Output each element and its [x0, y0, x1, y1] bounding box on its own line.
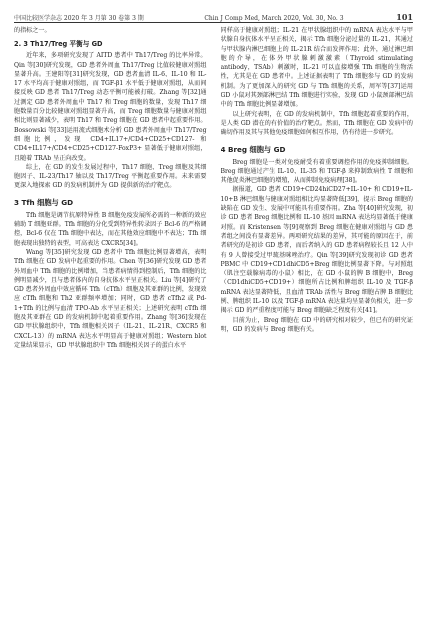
page-number: 101: [396, 12, 413, 22]
paragraph: 据报道，GD 患者 CD19+CD24hiCD27+IL-10+ 和 CD19+IL-10+B 淋巴细胞与健康对照组相比均显著降低[39]，提示 Breg 细胞的缺陷在 GD 发生、发展中可能具有重要作用。Zha 等[40]研究发现，初诊 GD 患者 Breg 细胞比例和 IL-10 基因 mRNA 表达均显著低于健康对照。而 Kristensen 等[9]观察到 Breg 细胞在健康对照组与 GD 患者组之间没有显著差异。两项研究结果的差异，其可能的原因在于，前者研究的是初诊 GD 患者，而后者纳入的 GD 患者病程较长且 12 人中有 9 人曾接受过甲巯基咪唑治疗。Qin 等[39]研究发现初诊 GD 患者 PBMC 中 CD19+CD1dhiCD5+Breg 细胞比例显著下降。与对照组（肌注空载腺病毒的小鼠）相比，在 GD 小鼠的脾 B 细胞中，Breg（CD1dhiCD5+CD19+）细胞所占比例和脾组织 IL-10 及 TGF-β mRNA 表达显著降低，且血清 TRAb 活性与 Breg 细胞占脾 B 细胞比例、脾组织 IL-10 以及 TGF-β mRNA 表达量均呈显著负相关，进一步揭示 GD 的严重程度可能与 Breg 细胞缺乏程度有关[41]。: [220, 186, 413, 315]
right-column: [221, 26, 414, 620]
paragraph: Wang 等[35]研究发现 GD 患者中 Tfh 细胞比例显著增高，表明 Tfh 细胞在 GD 发病中起重要的作用。Chen 等[36]研究发现 GD 患者外周血中 Tfh 细胞的比例增加，当患者病情得到控制后，Tfh 细胞的比例明显减少，且与患者体内的自身抗体水平呈正相关。Liu 等[4]研究了 GD 患者外周血中效应循环 Tfh（cTfh）细胞及其亚群的比例，发现效应 cTfh 细胞和 Th2 亚群频率增加；同时，GD 患者 cTfh2 或 Pd-1+Tfh 的比例与血清 TPO-Ab 水平呈正相关；上述研究表明 cTfh 细胞及其亚群在 GD 的发病机制中起着重要作用。Zhang 等[36]发现在 GD 甲状腺组织中，Tfh 细胞相关因子（IL-21、IL-21R、CXCR5 和 CXCL-13）的 mRNA 表达水平明显高于健康对照组；Western blot 定量结果显示，GD 甲状腺组织中 Tfh 细胞相关因子的蛋白水平: [14, 248, 207, 349]
paragraph: 以上研究表明，在 GD 的发病机制中，Tfh 细胞起着重要的作用，是人类 GD 潜在的有价值的治疗靶点。然而，Tfh 细胞在 GD 发病中的确切作用及其与其他免疫细胞如何相互作用，仍有待进一步研究。: [220, 110, 413, 137]
journal-title-en: Chin J Comp Med, March 2020, Vol. 30, No. 3: [204, 15, 344, 22]
paragraph-continuation: 的指标之一。: [14, 27, 51, 34]
paragraph: 近年来，多项研究发现了 AITD 患者中 Th17/Treg 的比率异常。Qin 等[30]研究发现，GD 患者外周血 Th17/Treg 比值较健康对照组显著升高。王建阳等[31]研究发现，GD 患者血清 IL-6、IL-10 和 IL-17 水平均高于健康对照组，而 TGF-β1 水平低于健康对照组，从而间接反映 GD 患者 Th17/Treg 动态平衡可能被打破。Zhang 等[32]通过测定 GD 患者外周血中 Th17 和 Treg 细胞的数量，发现 Th17 细胞数量百分比较健康对照组显著升高，而 Treg 细胞数量与健康对照组相比则显著减少，表明 Th17 和 Treg 细胞在 GD 患者中起重要作用。Bossowski 等[33]运用流式细胞术分析 GD 患者外周血中 Th17/Treg 细胞比例，发现 CD4+IL17+/CD4+CD25+CD127- 和 CD4+IL17+/CD4+CD25+CD127-FoxP3+ 显著低于健康对照组，且随着 TRAb 呈正向改变。: [14, 52, 207, 162]
running-header: [14, 8, 413, 23]
paragraph-continuation: 同样高于健康对照组；IL-21 在甲状腺组织中的 mRNA 表达水平与甲状腺自身抗体水平呈正相关，揭示 Tfh 细胞分泌过量的 IL-21，其通过与甲状腺内淋巴细胞上的 IL-21R 结合而发挥作用；此外，通过淋巴细胞的介导，在体外甲状腺刺激激素（Thyroid stimulating antibody，TSAb）刺激时，IL-21 可以直接增强 Tfh 细胞的生物活性，尤其是在 GD 患者中。上述证据表明了 Tfh 细胞参与 GD 的发病机制。为了更加深入的研究 GD 与 Tfh 细胞的关系，周军等[37]运用 GD 小鼠对其颈部淋巴结 Tfh 细胞进行实验，发现 GD 小鼠颈部淋巴结中的 Tfh 细胞比例显著增加。: [220, 27, 413, 109]
section-heading-2-3: 2. 3 Th17/Treg 平衡与 GD: [14, 40, 103, 49]
left-column: [14, 26, 207, 620]
two-column-body: [14, 26, 413, 620]
paragraph: 综上，在 GD 的发生发展过程中，Th17 细胞、Treg 细胞及其细胞因子、IL-23/Th17 轴以及 Th17/Treg 平衡起重要作用。未来需要更深入地探索 GD 的发病机制并为 GD 提供新的治疗靶点。: [14, 163, 207, 190]
journal-title-cn: 中国比较医学杂志 2020 年 3 月第 30 卷第 3 期: [14, 15, 144, 22]
paragraph: Breg 细胞是一类对免疫耐受有着重要调控作用的免疫抑制细胞。Breg 细胞通过产生 IL-10、IL-35 和 TGF-β 来抑制致病性 T 细胞和其他促炎淋巴细胞的增殖，从而抑制免疫病理[38]。: [220, 158, 413, 185]
paragraph: Tfh 细胞是调节抗原特异性 B 细胞免疫发展所必需的一种新的效应辅助 T 细胞亚群。Tfh 细胞的分化受到特异性转录因子 Bcl-6 的严格调控，Bcl-6 仅在 Tfh 细胞中表达，而在其他效应细胞中不表达；Tfh 细胞表现出独特的表型，可高表达 CXCR5[34]。: [14, 211, 207, 247]
section-heading-3: 3 Tfh 细胞与 GD: [14, 197, 74, 207]
paragraph: 目前为止，Breg 细胞在 GD 中的研究相对较少，但已有的研究证明，GD 的发病与 Breg 细胞有关。: [220, 316, 413, 333]
section-heading-4: 4 Breg 细胞与 GD: [220, 144, 286, 154]
